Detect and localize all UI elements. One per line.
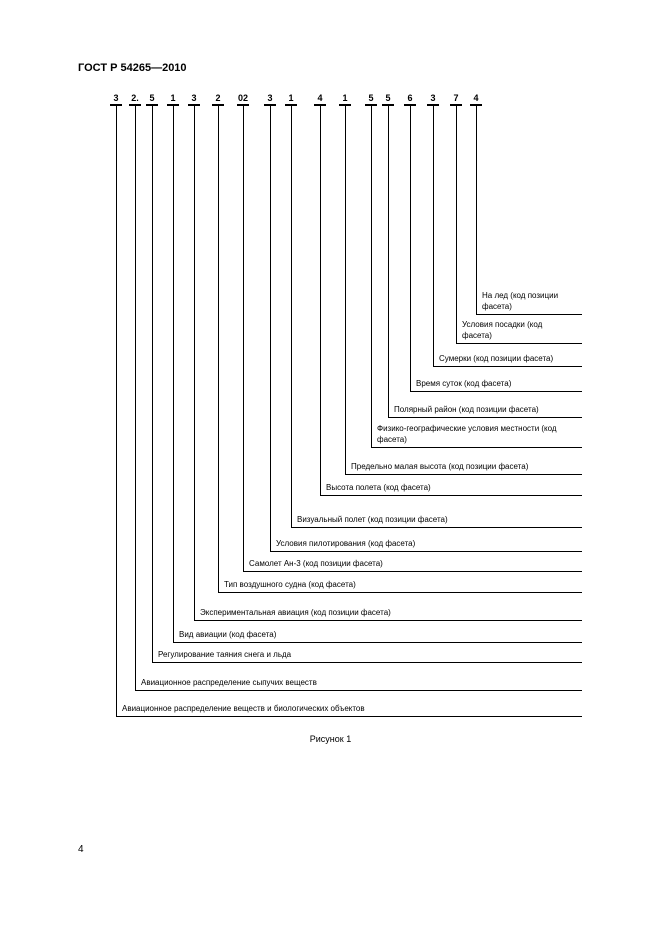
facet-label: Предельно малая высота (код позиции фасета): [351, 462, 529, 471]
leader-line-vertical: [116, 105, 117, 716]
facet-label: Физико-географические условия местности (код: [377, 424, 557, 433]
facet-label: Высота полета (код фасета): [326, 483, 431, 492]
facet-label: Условия посадки (код: [462, 320, 543, 329]
code-digit: 1: [170, 93, 176, 103]
code-digit: 6: [407, 93, 413, 103]
leader-line-horizontal: [320, 495, 582, 496]
code-digit: 7: [453, 93, 459, 103]
leader-line-horizontal: [270, 551, 582, 552]
facet-label: Вид авиации (код фасета): [179, 630, 277, 639]
code-digit: 5: [149, 93, 155, 103]
facet-label: Авиационное распределение сыпучих веществ: [141, 678, 317, 687]
leader-line-vertical: [345, 105, 346, 474]
facet-label-continued: фасета): [377, 435, 407, 444]
facet-label: Регулирование таяния снега и льда: [158, 650, 292, 659]
leader-line-vertical: [433, 105, 434, 366]
leader-line-horizontal: [345, 474, 582, 475]
code-digit: 2: [215, 93, 221, 103]
facet-label-continued: фасета): [462, 331, 492, 340]
leader-line-vertical: [243, 105, 244, 571]
facet-label-continued: фасета): [482, 302, 512, 311]
leader-line-horizontal: [243, 571, 582, 572]
code-digit: 5: [368, 93, 374, 103]
facet-label: Время суток (код фасета): [416, 379, 512, 388]
code-digit: 3: [267, 93, 273, 103]
leader-line-vertical: [456, 105, 457, 343]
leader-line-horizontal: [152, 662, 582, 663]
leader-line-vertical: [476, 105, 477, 314]
facet-label: Самолет Ан-3 (код позиции фасета): [249, 559, 383, 568]
leader-line-horizontal: [135, 690, 582, 691]
leader-line-vertical: [270, 105, 271, 551]
leader-line-horizontal: [218, 592, 582, 593]
code-digit: 02: [237, 93, 248, 103]
facet-label: На лед (код позиции: [482, 291, 559, 300]
code-digit: 3: [113, 93, 119, 103]
leader-line-vertical: [218, 105, 219, 592]
page-number: 4: [78, 844, 84, 855]
leader-line-horizontal: [371, 447, 582, 448]
code-digit: 1: [342, 93, 348, 103]
leader-line-vertical: [320, 105, 321, 495]
leader-line-horizontal: [388, 417, 582, 418]
leader-line-vertical: [371, 105, 372, 447]
leader-line-vertical: [173, 105, 174, 642]
facet-label: Визуальный полет (код позиции фасета): [297, 515, 448, 524]
leader-line-vertical: [410, 105, 411, 391]
leader-line-vertical: [135, 105, 136, 690]
leader-line-horizontal: [456, 343, 582, 344]
code-digit: 2.: [131, 93, 139, 103]
facet-label: Сумерки (код позиции фасета): [439, 354, 554, 363]
leader-line-horizontal: [173, 642, 582, 643]
facet-label: Тип воздушного судна (код фасета): [224, 580, 356, 589]
leader-line-vertical: [388, 105, 389, 417]
leader-line-horizontal: [194, 620, 582, 621]
figure-caption: Рисунок 1: [309, 734, 352, 744]
leader-line-vertical: [291, 105, 292, 527]
leader-line-horizontal: [116, 716, 582, 717]
leader-line-vertical: [152, 105, 153, 662]
code-digit: 4: [317, 93, 323, 103]
leader-line-horizontal: [476, 314, 582, 315]
facet-label: Полярный район (код позиции фасета): [394, 405, 539, 414]
leader-line-horizontal: [410, 391, 582, 392]
code-digit: 3: [430, 93, 436, 103]
leader-line-vertical: [194, 105, 195, 620]
leader-line-horizontal: [433, 366, 582, 367]
leader-line-horizontal: [291, 527, 582, 528]
document-number: ГОСТ Р 54265—2010: [78, 62, 187, 74]
facet-label: Условия пилотирования (код фасета): [276, 539, 416, 548]
code-digit: 4: [473, 93, 479, 103]
facet-label: Авиационное распределение веществ и биологических объектов: [122, 704, 365, 713]
facet-label: Экспериментальная авиация (код позиции фасета): [200, 608, 391, 617]
code-digit: 3: [191, 93, 197, 103]
code-digit: 5: [385, 93, 391, 103]
code-digit: 1: [288, 93, 294, 103]
